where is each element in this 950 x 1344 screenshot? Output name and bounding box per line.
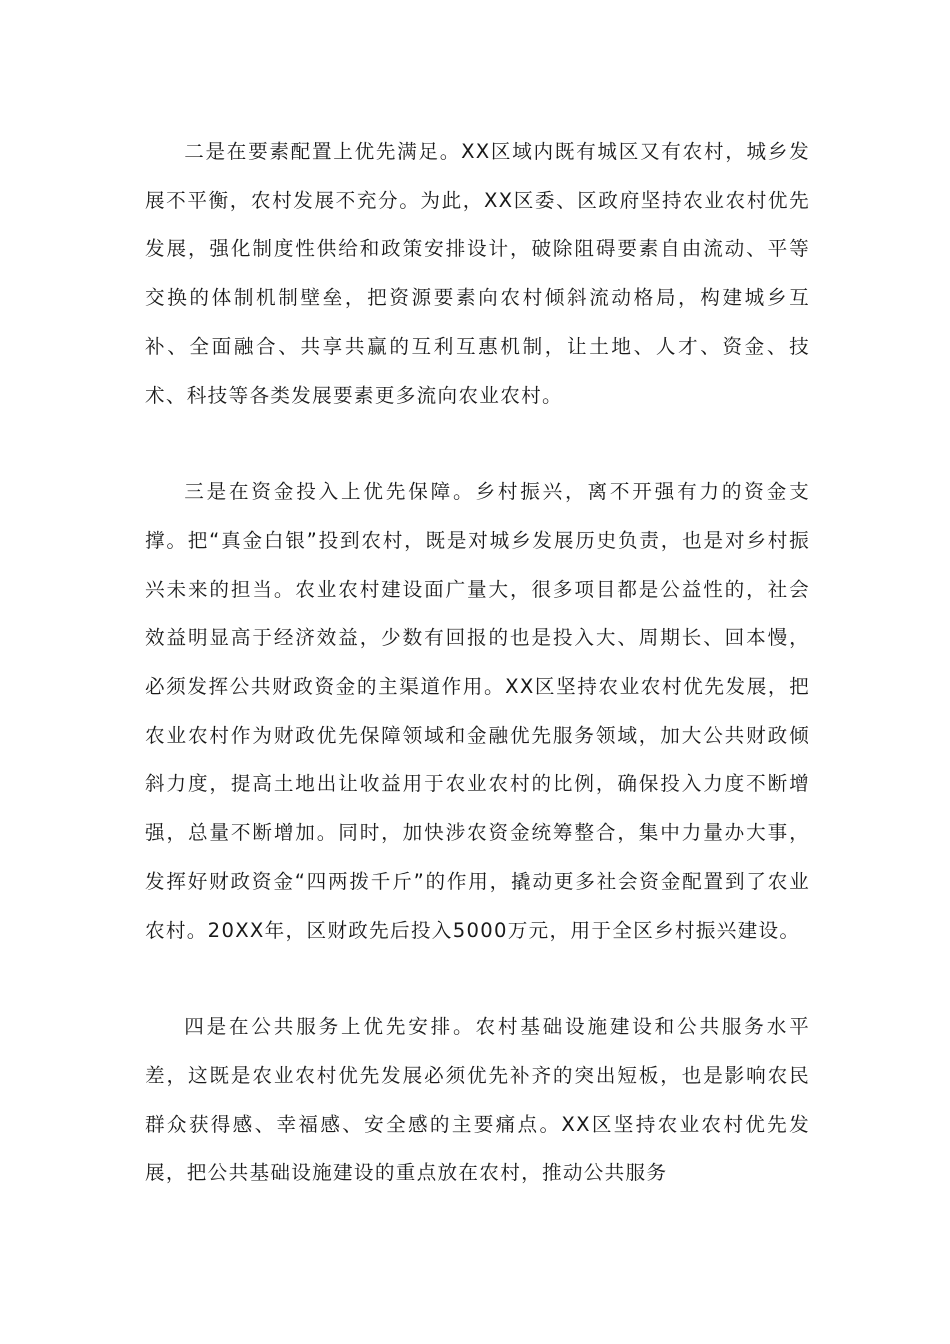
paragraph-funding-investment: 三是在资金投入上优先保障。乡村振兴，离不开强有力的资金支撑。把“真金白银”投到农村，既是对城乡发展历史负责，也是对乡村振兴未来的担当。农业农村建设面广量大，很多项目都是公益性的，社会效益明显高于经济效益，少数有回报的也是投入大、周期长、回本慢，必须发挥公共财政资金的主渠道作用。XX区坚持农业农村优先发展，把农业农村作为财政优先保障领域和金融优先服务领域，加大公共财政倾斜力度，提高土地出让收益用于农业农村的比例，确保投入力度不断增强，总量不断增加。同时，加快涉农资金统筹整合，集中力量办大事，发挥好财政资金“四两拨千斤”的作用，撬动更多社会资金配置到了农业农村。20XX年，区财政先后投入5000万元，用于全区乡村振兴建设。 bbox=[145, 480, 810, 942]
document-body bbox=[145, 128, 810, 1198]
paragraph-factor-allocation: 二是在要素配置上优先满足。XX区域内既有城区又有农村，城乡发展不平衡，农村发展不充分。为此，XX区委、区政府坚持农业农村优先发展，强化制度性供给和政策安排设计，破除阻碍要素自由流动、平等交换的体制机制壁垒，把资源要素向农村倾斜流动格局，构建城乡互补、全面融合、共享共赢的互利互惠机制，让土地、人才、资金、技术、科技等各类发展要素更多流向农业农村。 bbox=[145, 140, 810, 407]
paragraph-public-services: 四是在公共服务上优先安排。农村基础设施建设和公共服务水平差，这既是农业农村优先发展必须优先补齐的突出短板，也是影响农民群众获得感、幸福感、安全感的主要痛点。XX区坚持农业农村优先发展，把公共基础设施建设的重点放在农村，推动公共服务 bbox=[145, 1015, 810, 1185]
